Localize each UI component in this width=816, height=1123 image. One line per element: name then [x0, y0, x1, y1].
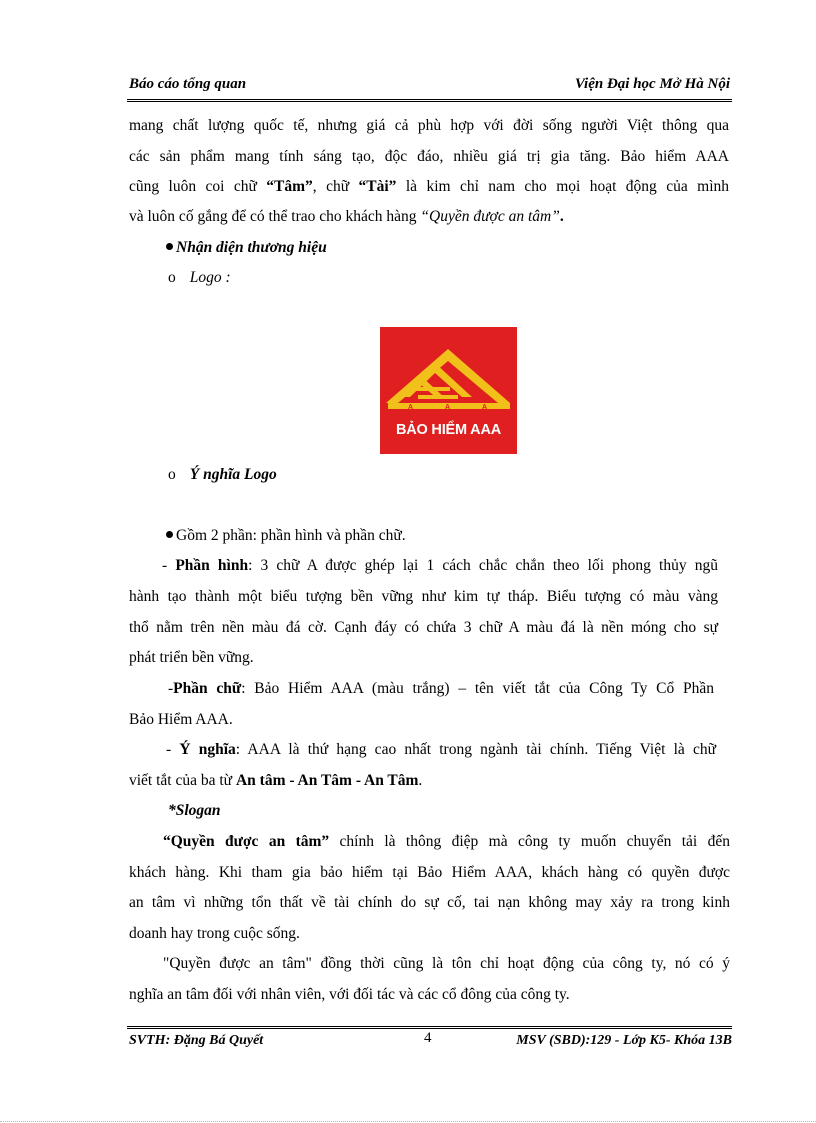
ynghia-line-1: - Ý nghĩa: AAA là thứ hạng cao nhất trong ngành tài chính. Tiếng Việt là chữ — [166, 741, 716, 758]
slogan-p1-line-4: doanh hay trong cuộc sống. — [129, 925, 300, 942]
slogan-quote: “Quyền được an tâm” — [420, 208, 560, 225]
chu-line-1: -Phần chữ: Bảo Hiểm AAA (màu trắng) – tên viết tắt của Công Ty Cổ Phần — [168, 680, 714, 697]
bullet-icon — [166, 531, 173, 538]
slogan-heading: *Slogan — [168, 802, 221, 819]
footer-student-id: MSV (SBD):129 - Lớp K5- Khóa 13B — [516, 1033, 732, 1048]
hinh-line-1: - Phần hình: 3 chữ A được ghép lại 1 cách chắc chắn theo lối phong thủy ngũ — [162, 557, 719, 574]
header-rule — [127, 99, 732, 102]
footer-rule — [127, 1026, 732, 1029]
header-left: Báo cáo tổng quan — [129, 76, 247, 92]
svg-text:A: A — [445, 404, 451, 411]
logo-text: BẢO HIỂM AAA — [395, 422, 501, 438]
svg-text:A: A — [408, 404, 414, 411]
ynghia-line-2: viết tắt của ba từ An tâm - An Tâm - An Tâm. — [129, 772, 423, 789]
triple-a-mark-icon — [380, 327, 517, 422]
logo-meaning-item: o Ý nghĩa Logo — [168, 466, 277, 483]
slogan-p1-line-2: khách hàng. Khi tham gia bảo hiểm tại Bảo Hiểm AAA, khách hàng có quyền được — [129, 864, 730, 881]
bullet-icon — [166, 243, 173, 250]
hinh-line-3: thổ nằm trên nền màu đá cờ. Cạnh đáy có chứa 3 chữ A màu đá là nền móng cho sự — [129, 619, 718, 636]
brand-identity-heading: Nhận diện thương hiệu — [166, 238, 327, 258]
bao-hiem-aaa-logo — [380, 327, 517, 454]
hinh-line-2: hành tạo thành một biểu tượng bền vững như kim tự tháp. Biểu tượng có màu vàng — [129, 588, 718, 605]
slogan-p2-line-2: nghĩa an tâm đối với nhân viên, với đối tác và các cổ đông của công ty. — [129, 986, 570, 1003]
tam-word: “Tâm” — [266, 178, 313, 195]
svg-text:A: A — [482, 404, 488, 411]
intro-line-1: mang chất lượng quốc tế, nhưng giá cả phù hợp với đời sống người Việt thông qua — [129, 117, 729, 134]
slogan-p1-line-3: an tâm vì những tổn thất về tài chính do sự cố, tai nạn không may xảy ra trong kinh — [129, 894, 730, 911]
page-edge-line — [0, 1121, 816, 1122]
page-number: 4 — [424, 1030, 432, 1046]
tai-word: “Tài” — [358, 178, 397, 195]
header-right: Viện Đại học Mở Hà Nội — [574, 76, 730, 92]
intro-line-3: cũng luôn coi chữ “Tâm”, chữ “Tài” là kim chỉ nam cho mọi hoạt động của mình — [129, 178, 730, 195]
intro-line-2: các sản phẩm mang tính sáng tạo, độc đáo, nhiều giá trị gia tăng. Bảo hiểm AAA — [129, 148, 729, 165]
chu-line-2: Bảo Hiểm AAA. — [129, 711, 233, 728]
slogan-p1-line-1: “Quyền được an tâm” chính là thông điệp mà công ty muốn chuyển tải đến — [163, 833, 730, 850]
logo-item: o Logo : — [168, 269, 231, 286]
parts-intro: Gồm 2 phần: phần hình và phần chữ. — [166, 526, 406, 546]
intro-line-4: và luôn cố gắng để có thể trao cho khách hàng “Quyền được an tâm”. — [129, 208, 564, 225]
footer-student: SVTH: Đặng Bá Quyết — [129, 1033, 264, 1048]
slogan-p2-line-1: "Quyền được an tâm" đồng thời cũng là tôn chỉ hoạt động của công ty, nó có ý — [163, 955, 730, 972]
hinh-line-4: phát triển bền vững. — [129, 649, 254, 666]
